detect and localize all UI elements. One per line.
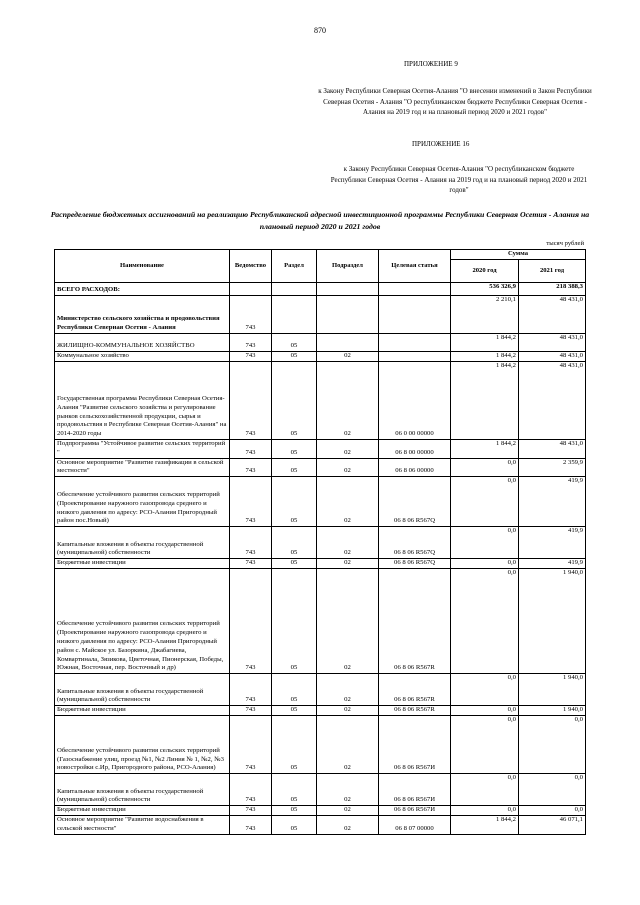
cell-y2021: 419,9	[519, 559, 586, 569]
table-row	[55, 527, 586, 559]
table-row	[55, 816, 586, 835]
cell-subsection: 02	[317, 559, 379, 569]
cell-target	[379, 296, 451, 334]
cell-y2021: 0,0	[519, 806, 586, 816]
cell-target: 06 8 06 R567Q	[379, 527, 451, 559]
cell-y2020: 1 844,2	[451, 816, 519, 835]
table-row	[55, 352, 586, 362]
cell-y2020: 0,0	[451, 674, 519, 706]
cell-dept: 743	[230, 559, 272, 569]
cell-dept: 743	[230, 362, 272, 440]
header-2020: 2020 год	[451, 260, 519, 283]
cell-subsection: 02	[317, 774, 379, 806]
table-row	[55, 440, 586, 459]
header-2021: 2021 год	[519, 260, 586, 283]
cell-y2021: 2 359,9	[519, 458, 586, 477]
cell-y2020: 1 844,2	[451, 352, 519, 362]
cell-name: Министерство сельского хозяйства и продовольствия Республики Северная Осетия - Алания	[55, 296, 230, 334]
cell-target: 06 8 06 R567И	[379, 774, 451, 806]
cell-target: 06 0 00 00000	[379, 362, 451, 440]
cell-section: 05	[272, 440, 317, 459]
cell-subsection: 02	[317, 527, 379, 559]
cell-y2021: 48 431,0	[519, 334, 586, 352]
cell-name: Основное мероприятие "Развитие водоснабжения в сельской местности"	[55, 816, 230, 835]
header-subsection: Подраздел	[317, 250, 379, 283]
appendix-9-label: ПРИЛОЖЕНИЕ 9	[404, 60, 458, 68]
cell-name: Бюджетные инвестиции	[55, 806, 230, 816]
cell-target	[379, 334, 451, 352]
appendix-16-label: ПРИЛОЖЕНИЕ 16	[412, 140, 470, 148]
units-label: тысяч рублей	[546, 240, 584, 247]
cell-name: Капитальные вложения в объекты государственной (муниципальной) собственности	[55, 774, 230, 806]
cell-target: 06 8 06 R567R	[379, 706, 451, 716]
cell-y2020: 0,0	[451, 706, 519, 716]
cell-y2021: 48 431,0	[519, 296, 586, 334]
cell-section: 05	[272, 458, 317, 477]
cell-y2020: 0,0	[451, 716, 519, 774]
cell-subsection: 02	[317, 816, 379, 835]
document-title: Распределение бюджетных ассигнований на реализацию Республиканской адресной инвестиционной программы Республики Северная Осетия - Алания на плановый период 2020 и 2021 годов	[50, 210, 590, 231]
cell-subsection: 02	[317, 806, 379, 816]
budget-table	[54, 249, 586, 835]
cell-section: 05	[272, 352, 317, 362]
cell-section: 05	[272, 806, 317, 816]
total-dept-cell	[230, 283, 272, 296]
cell-subsection: 02	[317, 706, 379, 716]
cell-y2021: 48 431,0	[519, 352, 586, 362]
cell-dept: 743	[230, 774, 272, 806]
cell-dept: 743	[230, 706, 272, 716]
cell-dept: 743	[230, 334, 272, 352]
cell-subsection	[317, 296, 379, 334]
total-section-cell	[272, 283, 317, 296]
table-row	[55, 477, 586, 527]
cell-section: 05	[272, 706, 317, 716]
table-row	[55, 296, 586, 334]
cell-subsection: 02	[317, 477, 379, 527]
cell-target: 06 8 06 00000	[379, 458, 451, 477]
law-reference-2: к Закону Республики Северная Осетия-Алания "О республиканском бюджете Республики Северная Осетия - Алания на 2019 год и на плановый период 2020 и 2021 годов"	[330, 165, 588, 194]
header-sum: Сумма	[451, 250, 586, 260]
cell-subsection: 02	[317, 716, 379, 774]
cell-y2021: 46 071,1	[519, 816, 586, 835]
table-row	[55, 674, 586, 706]
cell-name: Бюджетные инвестиции	[55, 706, 230, 716]
cell-target: 06 8 06 R567R	[379, 674, 451, 706]
cell-section: 05	[272, 816, 317, 835]
cell-y2021: 1 940,0	[519, 706, 586, 716]
table-row	[55, 569, 586, 674]
cell-section: 05	[272, 362, 317, 440]
header-section: Раздел	[272, 250, 317, 283]
total-row	[55, 283, 586, 296]
total-subsection-cell	[317, 283, 379, 296]
cell-dept: 743	[230, 296, 272, 334]
cell-name: Коммунальное хозяйство	[55, 352, 230, 362]
cell-name: Подпрограмма "Устойчивое развитие сельских территорий "	[55, 440, 230, 459]
cell-name: Основное мероприятие "Развитие газификации в сельской местности"	[55, 458, 230, 477]
cell-target: 06 8 07 00000	[379, 816, 451, 835]
cell-y2020: 2 210,1	[451, 296, 519, 334]
cell-subsection: 02	[317, 458, 379, 477]
cell-name: Обеспечение устойчивого развития сельских территорий (Проектирование наружного газопровода среднего и низкого давления по адресу: РСО-Алания Пригородный район с. Майское ул. Базоркина, Джабагиева, Комвартинала, Зязикова, Цветочная, Пионерская, Победы, Южная, Восточная, пер. Восточный и др)	[55, 569, 230, 674]
cell-y2020: 0,0	[451, 559, 519, 569]
cell-y2020: 0,0	[451, 774, 519, 806]
header-dept: Ведомство	[230, 250, 272, 283]
cell-name: Обеспечение устойчивого развития сельских территорий (Газоснабжение улиц, проезд №1, №2 Линия № 1, №2, №3 новостройки с.Ир, Пригородного района, РСО-Алания)	[55, 716, 230, 774]
table-row	[55, 716, 586, 774]
cell-y2021: 48 431,0	[519, 362, 586, 440]
cell-y2021: 0,0	[519, 716, 586, 774]
table-row	[55, 806, 586, 816]
cell-y2021: 1 940,0	[519, 674, 586, 706]
cell-name: Бюджетные инвестиции	[55, 559, 230, 569]
cell-dept: 743	[230, 806, 272, 816]
cell-y2021: 419,9	[519, 527, 586, 559]
header-target: Целевая статья	[379, 250, 451, 283]
cell-dept: 743	[230, 816, 272, 835]
total-label: ВСЕГО РАСХОДОВ:	[55, 283, 230, 296]
cell-dept: 743	[230, 352, 272, 362]
cell-dept: 743	[230, 716, 272, 774]
cell-y2020: 0,0	[451, 569, 519, 674]
cell-dept: 743	[230, 674, 272, 706]
total-2020: 536 326,9	[451, 283, 519, 296]
cell-section	[272, 296, 317, 334]
table-row	[55, 362, 586, 440]
cell-dept: 743	[230, 569, 272, 674]
cell-section: 05	[272, 674, 317, 706]
cell-y2020: 1 844,2	[451, 362, 519, 440]
cell-dept: 743	[230, 458, 272, 477]
cell-target: 06 8 06 R567R	[379, 569, 451, 674]
cell-dept: 743	[230, 440, 272, 459]
cell-y2020: 0,0	[451, 806, 519, 816]
cell-section: 05	[272, 477, 317, 527]
cell-name: Капитальные вложения в объекты государственной (муниципальной) собственности	[55, 674, 230, 706]
cell-dept: 743	[230, 477, 272, 527]
cell-subsection: 02	[317, 440, 379, 459]
table-row	[55, 774, 586, 806]
cell-name: Обеспечение устойчивого развития сельских территорий (Проектирование наружного газопровода среднего и низкого давления по адресу: РСО-Алания Пригородный район пос.Новый)	[55, 477, 230, 527]
cell-section: 05	[272, 774, 317, 806]
cell-section: 05	[272, 559, 317, 569]
table-row	[55, 559, 586, 569]
table-row	[55, 706, 586, 716]
law-reference-1: к Закону Республики Северная Осетия-Алания "О внесении изменений в Закон Республики Северная Осетия - Алания "О республиканском бюджете Республики Северная Осетия - Алания на 2019 год и на плановый период 2020 и 2021 годов"	[318, 87, 592, 116]
cell-name: Государственная программа Республики Северная Осетия-Алания "Развитие сельского хозяйства и регулирование рынков сельскохозяйственной продукции, сырья и продовольствия в Республике Северная Осетия-Алания" на 2014-2020 годы	[55, 362, 230, 440]
cell-target: 06 8 06 R567И	[379, 806, 451, 816]
cell-target: 06 8 06 R567Q	[379, 477, 451, 527]
cell-section: 05	[272, 527, 317, 559]
cell-y2020: 0,0	[451, 458, 519, 477]
cell-subsection: 02	[317, 352, 379, 362]
table-row	[55, 334, 586, 352]
cell-section: 05	[272, 569, 317, 674]
cell-y2020: 0,0	[451, 527, 519, 559]
cell-subsection: 02	[317, 569, 379, 674]
cell-name: ЖИЛИЩНО-КОММУНАЛЬНОЕ ХОЗЯЙСТВО	[55, 334, 230, 352]
cell-target: 06 8 06 R567И	[379, 716, 451, 774]
cell-y2020: 0,0	[451, 477, 519, 527]
cell-dept: 743	[230, 527, 272, 559]
total-target-cell	[379, 283, 451, 296]
header-name: Наименование	[55, 250, 230, 283]
cell-subsection	[317, 334, 379, 352]
total-2021: 218 388,3	[519, 283, 586, 296]
cell-y2021: 0,0	[519, 774, 586, 806]
cell-target	[379, 352, 451, 362]
page-number: 870	[314, 26, 326, 35]
cell-section: 05	[272, 716, 317, 774]
cell-y2021: 1 940,0	[519, 569, 586, 674]
cell-target: 06 8 00 00000	[379, 440, 451, 459]
cell-subsection: 02	[317, 674, 379, 706]
cell-y2020: 1 844,2	[451, 440, 519, 459]
cell-section: 05	[272, 334, 317, 352]
cell-target: 06 8 06 R567Q	[379, 559, 451, 569]
cell-subsection: 02	[317, 362, 379, 440]
table-row	[55, 458, 586, 477]
cell-y2021: 48 431,0	[519, 440, 586, 459]
cell-y2021: 419,9	[519, 477, 586, 527]
cell-y2020: 1 844,2	[451, 334, 519, 352]
cell-name: Капитальные вложения в объекты государственной (муниципальной) собственности	[55, 527, 230, 559]
